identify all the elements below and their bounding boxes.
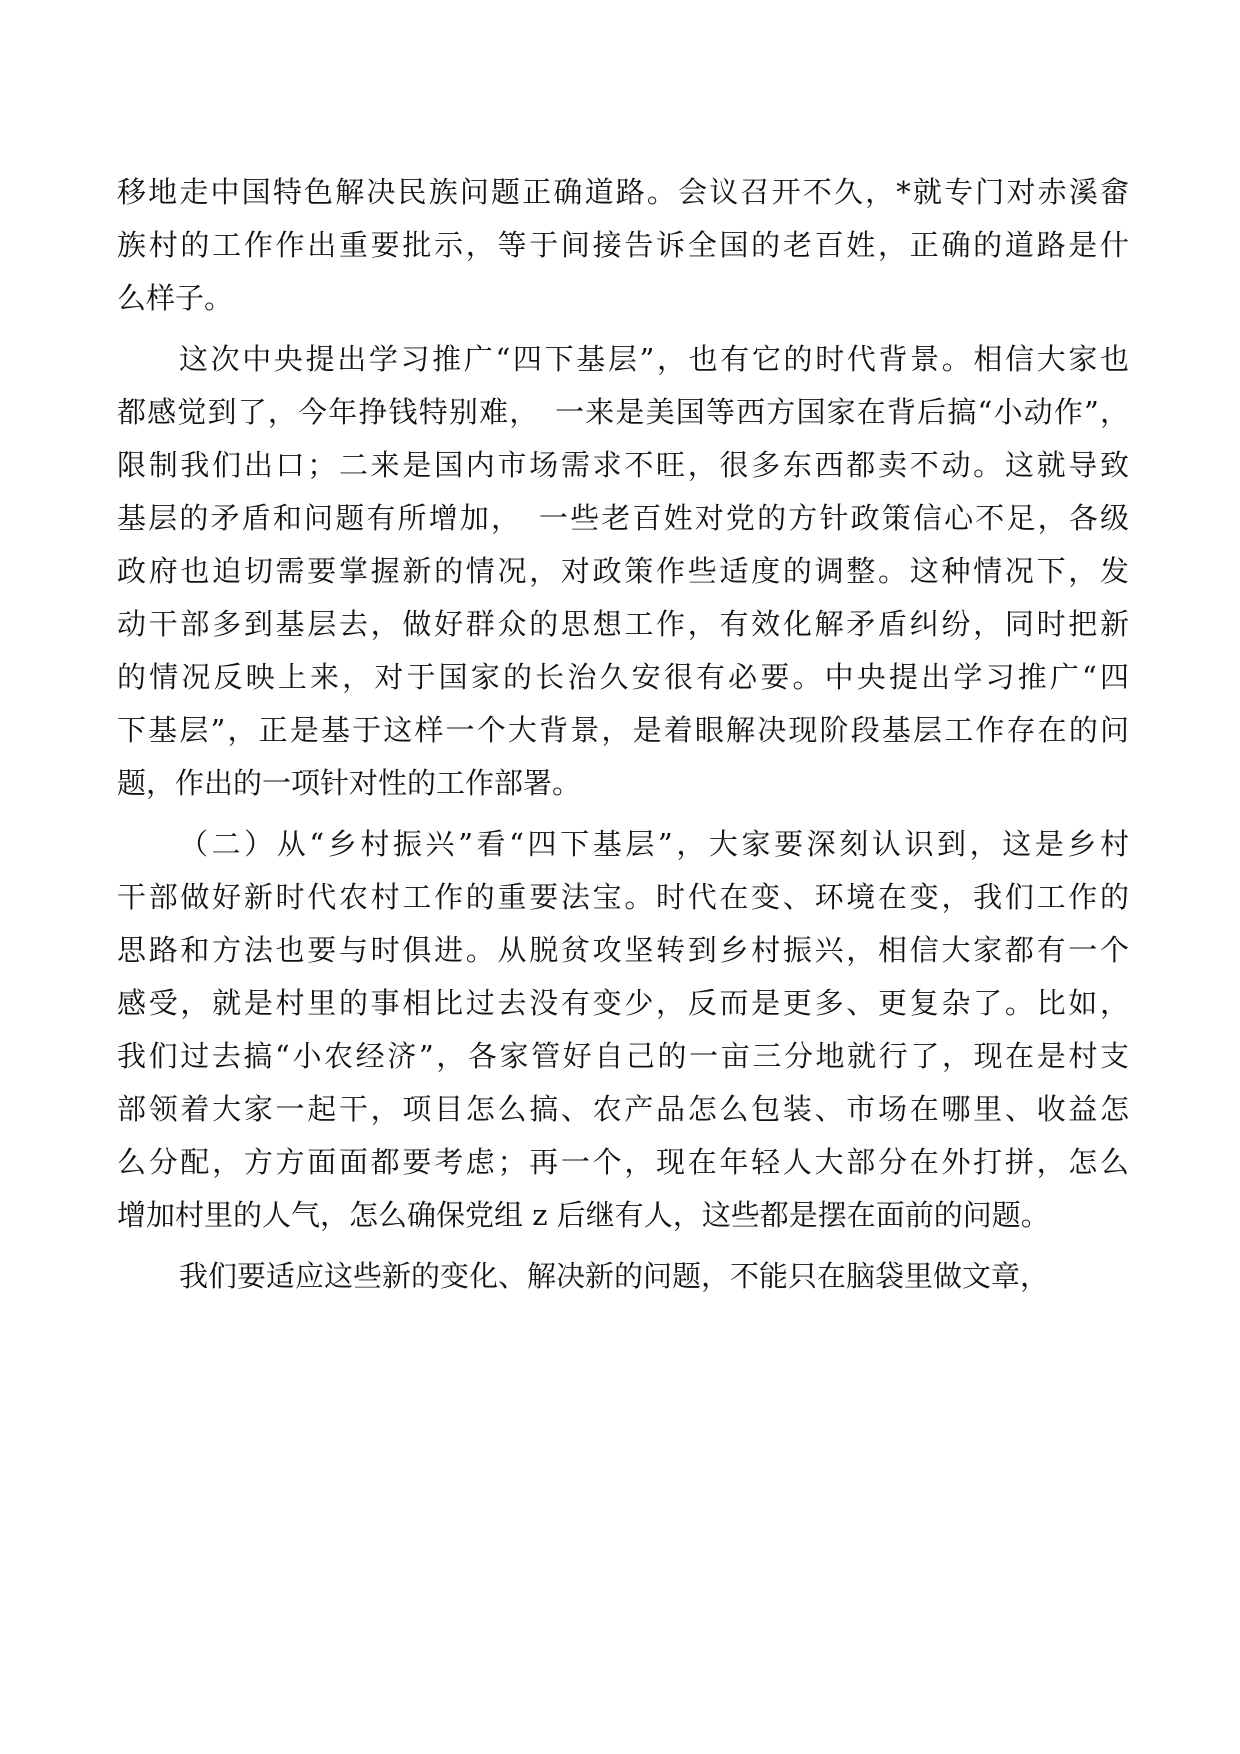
paragraph xyxy=(117,818,1129,1242)
text-line: 部领着大家一起干，项目怎么搞、农产品怎么包装、市场在哪里、收益怎 xyxy=(117,1092,1129,1126)
text-line: 感受，就是村里的事相比过去没有变少，反而是更多、更复杂了。比如， xyxy=(117,986,1129,1020)
text-line: 题，作出的一项针对性的工作部署。 xyxy=(117,766,582,800)
paragraph xyxy=(117,1250,1129,1303)
text-line: 我们要适应这些新的变化、解决新的问题，不能只在脑袋里做文章， xyxy=(179,1259,1050,1293)
text-line: 移地走中国特色解决民族问题正确道路。会议召开不久，*就专门对赤溪畲 xyxy=(117,175,1129,209)
text-line: 么分配，方方面面都要考虑；再一个，现在年轻人大部分在外打拼，怎么 xyxy=(117,1145,1129,1179)
text-line: 都感觉到了，今年挣钱特别难， 一来是美国等西方国家在背后搞“小动作”， xyxy=(117,395,1129,429)
text-line: 限制我们出口；二来是国内市场需求不旺，很多东西都卖不动。这就导致 xyxy=(117,448,1129,482)
text-line: 下基层”，正是基于这样一个大背景，是着眼解决现阶段基层工作存在的问 xyxy=(117,713,1129,747)
text-line: 这次中央提出学习推广“四下基层”，也有它的时代背景。相信大家也 xyxy=(179,342,1129,376)
text-line: 思路和方法也要与时俱进。从脱贫攻坚转到乡村振兴，相信大家都有一个 xyxy=(117,933,1129,967)
paragraph xyxy=(117,166,1129,325)
text-line: 基层的矛盾和问题有所增加， 一些老百姓对党的方针政策信心不足，各级 xyxy=(117,501,1129,535)
text-line: 我们过去搞“小农经济”，各家管好自己的一亩三分地就行了，现在是村支 xyxy=(117,1039,1129,1073)
text-line: 增加村里的人气，怎么确保党组 z 后继有人，这些都是摆在面前的问题。 xyxy=(117,1198,1050,1232)
text-line: 动干部多到基层去，做好群众的思想工作，有效化解矛盾纠纷，同时把新 xyxy=(117,607,1129,641)
paragraph xyxy=(117,333,1129,810)
text-line: 么样子。 xyxy=(117,281,234,315)
document-body xyxy=(117,166,1129,1303)
text-line: 干部做好新时代农村工作的重要法宝。时代在变、环境在变，我们工作的 xyxy=(117,880,1129,914)
text-line: 族村的工作作出重要批示，等于间接告诉全国的老百姓，正确的道路是什 xyxy=(117,228,1129,262)
text-line: 的情况反映上来，对于国家的长治久安很有必要。中央提出学习推广“四 xyxy=(117,660,1129,694)
text-line: 政府也迫切需要掌握新的情况，对政策作些适度的调整。这种情况下，发 xyxy=(117,554,1129,588)
text-line: （二）从“乡村振兴”看“四下基层”，大家要深刻认识到，这是乡村 xyxy=(179,827,1129,861)
